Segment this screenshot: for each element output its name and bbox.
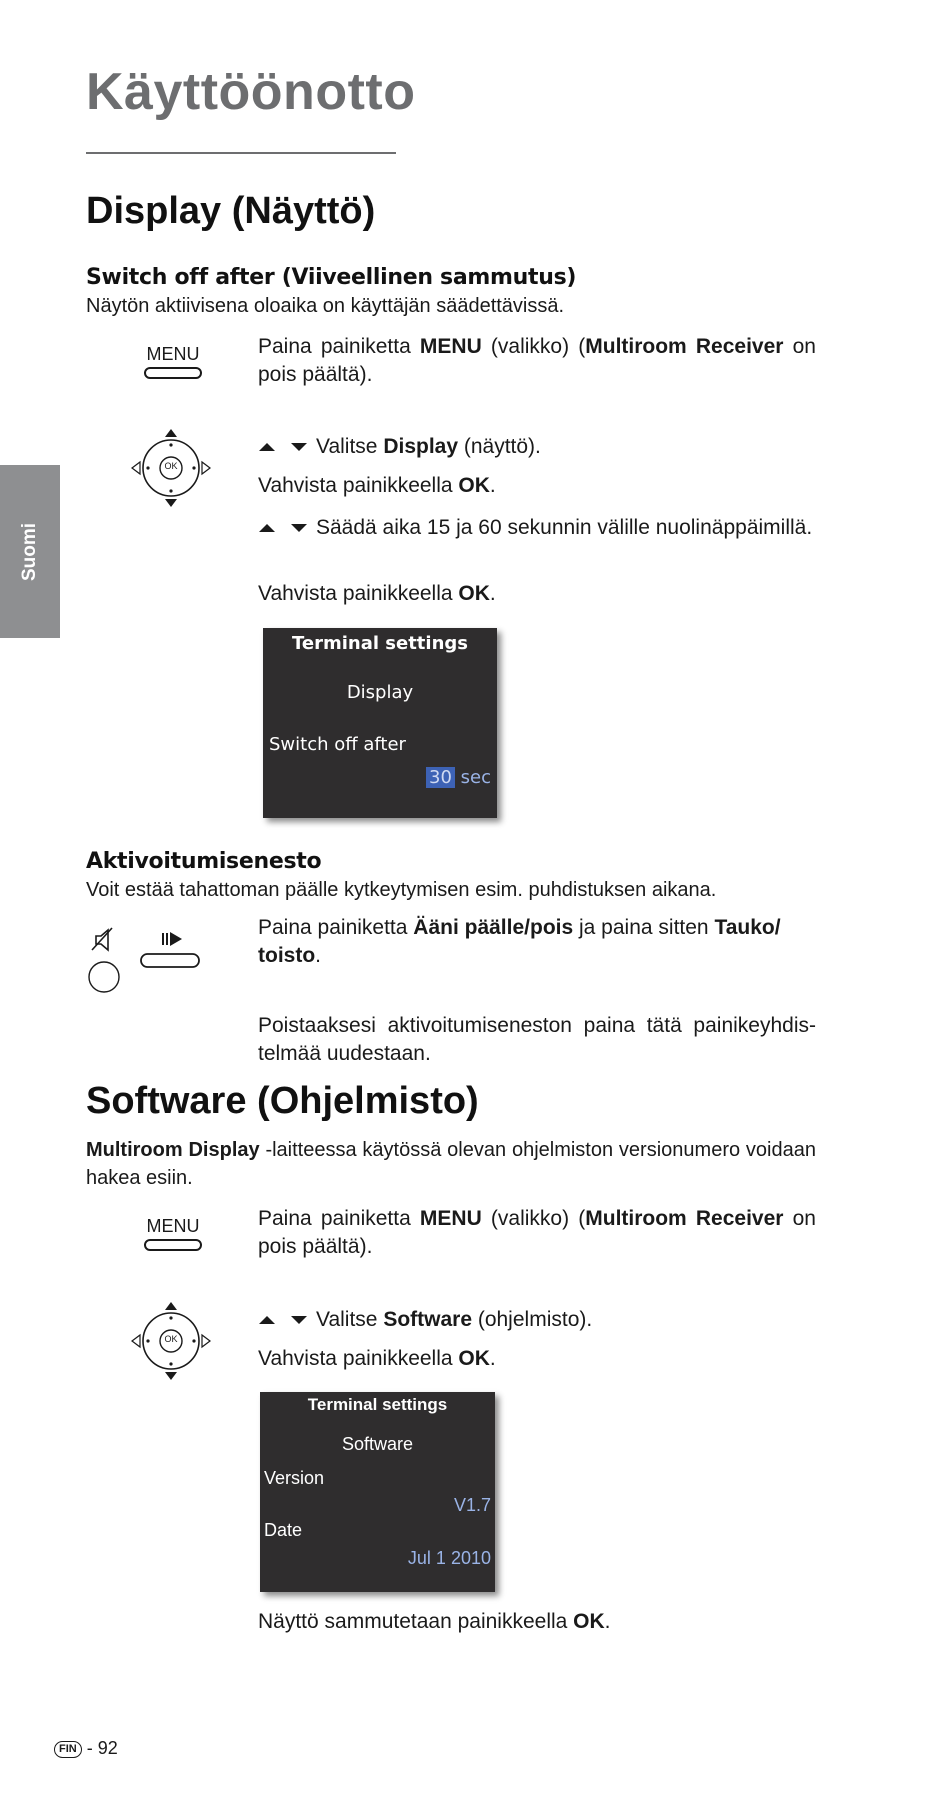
- step-key: Display: [383, 435, 459, 458]
- lock-heading: Aktivoitumisenesto: [86, 849, 322, 874]
- screen-item-label: Switch off after: [269, 734, 406, 755]
- lock-note: Poistaaksesi aktivoitumiseneston paina tätä painikeyhdistelmää uudestaan.: [258, 1014, 816, 1065]
- up-down-arrows-icon: [258, 521, 308, 535]
- intro-text: -laitteessa käytössä olevan ohjelmiston versionumero voidaan hakea esiin.: [86, 1139, 816, 1189]
- screen-menu-name: Software: [341, 1434, 414, 1454]
- step-text: (valikko) (: [481, 1207, 586, 1230]
- step-text: Valitse: [316, 1308, 384, 1331]
- step-text: (näyttö).: [458, 435, 541, 458]
- switch-off-heading: Switch off after (Viiveellinen sammutus): [86, 265, 577, 290]
- step-text: Paina painiketta: [258, 335, 420, 358]
- display-settings-screen: [263, 628, 497, 818]
- screen-menu-name: Display: [346, 682, 414, 703]
- software-settings-screen: [260, 1392, 495, 1592]
- page-footer: [54, 1738, 118, 1759]
- up-down-arrows-icon: [258, 440, 308, 454]
- side-tab-label: Suomi: [19, 522, 40, 581]
- navigation-pad-icon: [128, 425, 214, 511]
- software-step-confirm: [258, 1345, 816, 1373]
- value-unit: sec: [460, 767, 491, 788]
- step-key: MENU: [419, 1207, 482, 1230]
- date-value: Jul 1 2010: [407, 1548, 491, 1568]
- version-value: V1.7: [453, 1495, 491, 1515]
- step-text: .: [604, 1610, 611, 1633]
- step-text: on pois päältä).: [258, 1207, 816, 1258]
- step-text: Paina painiketta: [258, 1207, 420, 1230]
- step-key: Ääni päälle/pois: [413, 916, 574, 939]
- software-step-select: [258, 1306, 816, 1334]
- display-step-menu: [258, 333, 816, 389]
- step-key: OK: [458, 582, 490, 605]
- lock-intro: Voit estää tahattoman päälle kytkeytymisen esim. puhdistuksen aikana.: [86, 879, 717, 901]
- ok-label: OK: [164, 461, 178, 471]
- version-label: Version: [264, 1468, 325, 1488]
- display-heading: Display (Näyttö): [86, 190, 376, 232]
- menu-button-label: MENU: [146, 344, 200, 364]
- software-intro: [86, 1136, 816, 1192]
- step-key: MENU: [419, 335, 482, 358]
- page-number: - 92: [86, 1738, 118, 1758]
- display-step-confirm: [258, 472, 816, 500]
- step-text: Vahvista painikkeella: [258, 474, 459, 497]
- step-text: Paina painiketta: [258, 916, 414, 939]
- software-step-menu: [258, 1205, 816, 1261]
- language-badge: FIN: [54, 1741, 82, 1758]
- screen-item-value: [426, 767, 491, 788]
- menu-button-shape: [144, 1239, 202, 1251]
- step-text: Vahvista painikkeella: [258, 1347, 459, 1370]
- step-text: ja paina sitten: [573, 916, 715, 939]
- device-name: Multiroom Display: [86, 1139, 260, 1161]
- display-step-select: [258, 433, 816, 461]
- step-text: Säädä aika 15 ja 60 sekunnin välille nuolinäppäimillä.: [316, 516, 813, 539]
- mute-play-buttons-icon: [88, 924, 208, 996]
- step-key: Tauko/ toisto: [258, 916, 781, 967]
- step-text: Valitse: [316, 435, 384, 458]
- switch-off-intro: Näytön aktiivisena oloaika on käyttäjän säädettävissä.: [86, 295, 565, 317]
- menu-button-label: MENU: [146, 1216, 200, 1236]
- step-device: Multiroom Receiver: [585, 1207, 784, 1230]
- page-title: Käyttöönotto: [86, 63, 416, 121]
- language-side-tab: [0, 465, 60, 638]
- display-step-confirm-2: [258, 580, 816, 608]
- title-divider: [86, 152, 396, 154]
- step-key: Software: [383, 1308, 472, 1331]
- screen-title: Terminal settings: [307, 1395, 448, 1414]
- step-text: .: [315, 944, 321, 967]
- step-text: .: [489, 582, 496, 605]
- step-key: OK: [458, 1347, 490, 1370]
- menu-button-icon: [142, 344, 204, 379]
- ok-label: OK: [164, 1334, 178, 1344]
- up-down-arrows-icon: [258, 1313, 308, 1327]
- step-device: Multiroom Receiver: [585, 335, 784, 358]
- step-text: (ohjelmisto).: [472, 1308, 593, 1331]
- step-text: Näyttö sammutetaan painikkeella: [258, 1610, 574, 1633]
- step-text: (valikko) (: [481, 335, 586, 358]
- menu-button-shape: [144, 367, 202, 379]
- step-text: .: [489, 1347, 496, 1370]
- step-text: on pois päältä).: [258, 335, 816, 386]
- date-label: Date: [264, 1520, 303, 1540]
- step-text: Vahvista painikkeella: [258, 582, 459, 605]
- software-heading: Software (Ohjelmisto): [86, 1080, 479, 1122]
- step-key: OK: [573, 1610, 605, 1633]
- screen-title: Terminal settings: [291, 633, 468, 654]
- navigation-pad-icon: [128, 1298, 214, 1384]
- display-step-adjust: [258, 514, 816, 542]
- software-step-close: [258, 1608, 816, 1636]
- menu-button-icon: [142, 1216, 204, 1251]
- selected-value: 30: [426, 767, 455, 788]
- step-text: .: [489, 474, 496, 497]
- lock-step: [258, 914, 816, 970]
- step-key: OK: [458, 474, 490, 497]
